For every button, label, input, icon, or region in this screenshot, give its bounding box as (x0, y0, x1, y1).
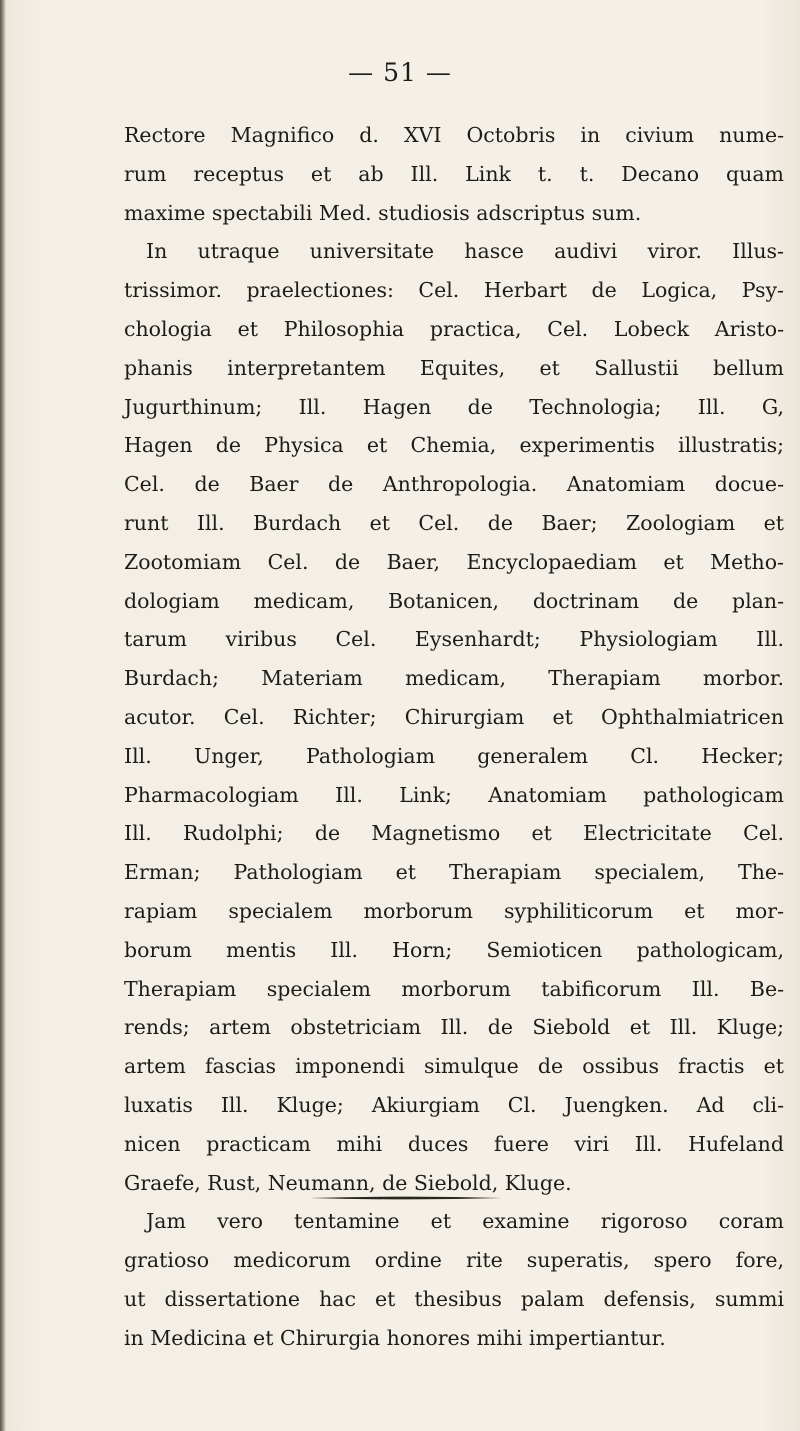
text-line: Ill. Rudolphi; de Magnetismo et Electricitate Cel. (124, 821, 784, 846)
text-line: Erman; Pathologiam et Therapiam specialem, The- (124, 860, 784, 885)
page-number: — 51 — (348, 58, 452, 87)
text-line: Burdach; Materiam medicam, Therapiam morbor. (124, 666, 784, 691)
text-line: rends; artem obstetriciam Ill. de Siebold et Ill. Kluge; (124, 1015, 784, 1040)
text-line: Jugurthinum; Ill. Hagen de Technologia; Ill. G, (124, 394, 784, 419)
text-line: ut dissertatione hac et thesibus palam defensis, summi (124, 1286, 784, 1311)
text-line: tarum viribus Cel. Eysenhardt; Physiologiam Ill. (124, 627, 784, 652)
text-line: Graefe, Rust, Neumann, de Siebold, Kluge. (124, 1170, 572, 1195)
text-line: maxime spectabili Med. studiosis adscriptus sum. (124, 200, 642, 225)
text-line: trissimor. praelectiones: Cel. Herbart de Logica, Psy- (124, 278, 784, 303)
text-line: chologia et Philosophia practica, Cel. Lobeck Aristo- (124, 316, 784, 341)
text-line: artem fascias imponendi simulque de ossibus fractis et (124, 1054, 784, 1079)
text-line: Pharmacologiam Ill. Link; Anatomiam pathologicam (124, 782, 784, 807)
page-binding-edge (0, 0, 6, 1431)
text-line: Zootomiam Cel. de Baer, Encyclopaediam et Metho- (124, 549, 784, 574)
text-line: phanis interpretantem Equites, et Sallustii bellum (124, 355, 784, 380)
text-line: Cel. de Baer de Anthropologia. Anatomiam docue- (124, 472, 784, 497)
text-line: runt Ill. Burdach et Cel. de Baer; Zoologiam et (124, 510, 784, 535)
text-line: Hagen de Physica et Chemia, experimentis illustratis; (124, 433, 784, 458)
text-line: nicen practicam mihi duces fuere viri Ill. Hufeland (124, 1131, 784, 1156)
text-line: in Medicina et Chirurgia honores mihi impertiantur. (124, 1325, 666, 1350)
text-line: rapiam specialem morborum syphiliticorum et mor- (124, 898, 784, 923)
text-line: luxatis Ill. Kluge; Akiurgiam Cl. Juengken. Ad cli- (124, 1092, 784, 1117)
text-line: acutor. Cel. Richter; Chirurgiam et Ophthalmiatricen (124, 704, 784, 729)
text-line: Ill. Unger, Pathologiam generalem Cl. Hecker; (124, 743, 784, 768)
text-line: gratioso medicorum ordine rite superatis, spero fore, (124, 1248, 784, 1273)
body-text (124, 116, 784, 1358)
text-line: Therapiam specialem morborum tabificorum Ill. Be- (124, 976, 784, 1001)
closing-rule-ornament (310, 1195, 502, 1201)
text-line: In utraque universitate hasce audivi viror. Illus- (146, 239, 784, 264)
text-line: borum mentis Ill. Horn; Semioticen pathologicam, (124, 937, 784, 962)
text-line: dologiam medicam, Botanicen, doctrinam de plan- (124, 588, 784, 613)
text-line: Jam vero tentamine et examine rigoroso coram (146, 1209, 784, 1234)
text-line: rum receptus et ab Ill. Link t. t. Decano quam (124, 161, 784, 186)
text-line: Rectore Magnifico d. XVI Octobris in civium nume- (124, 123, 784, 147)
